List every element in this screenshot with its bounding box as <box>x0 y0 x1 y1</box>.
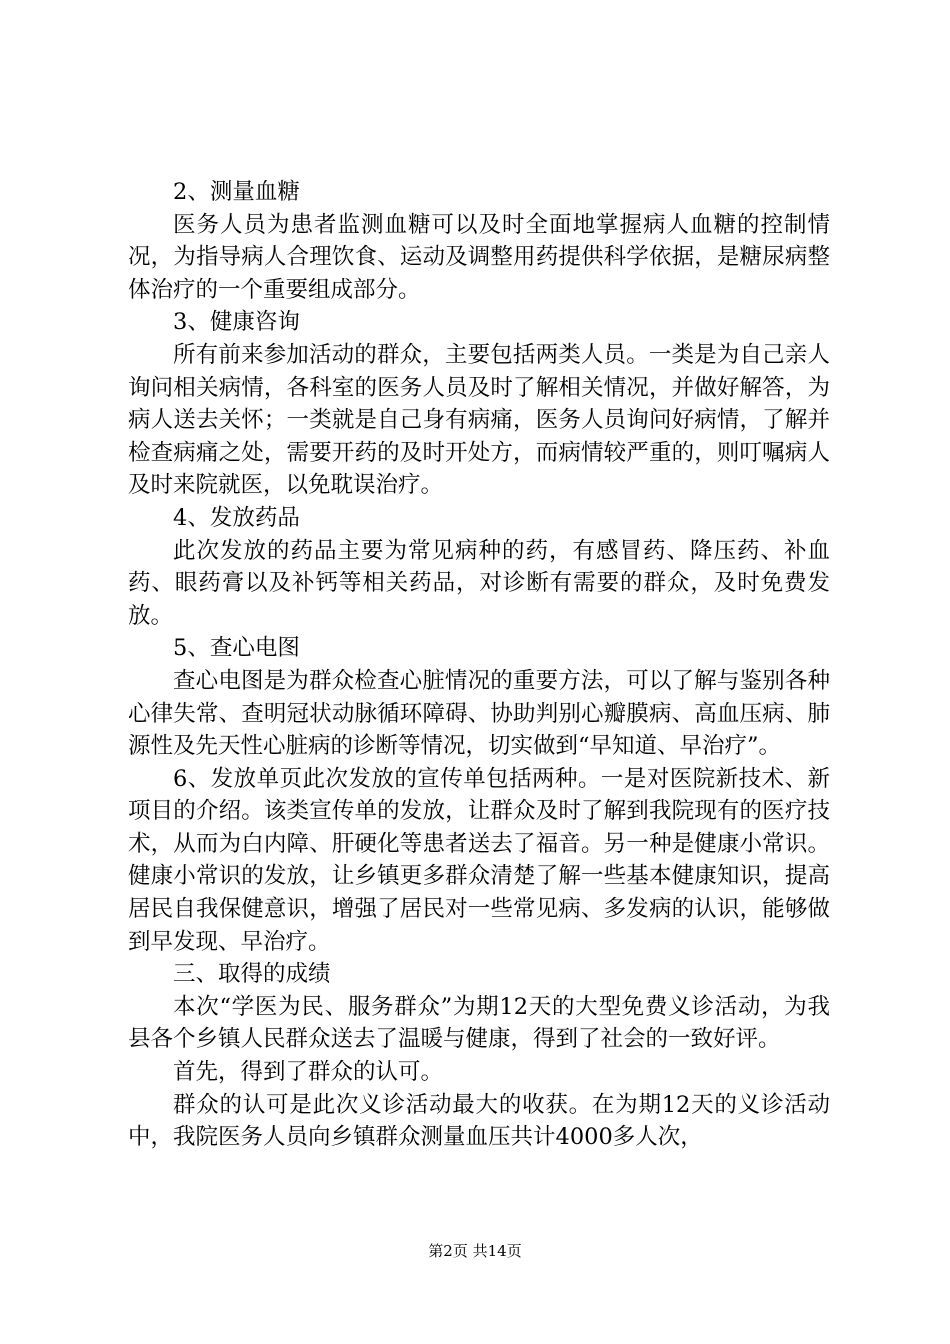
section-heading-blood-sugar: 2、测量血糖 <box>173 179 300 205</box>
section-heading-achievements: 三、取得的成绩 <box>173 961 331 988</box>
paragraph-achievements: 本次“学医为民、服务群众”为期12天的大型免费义诊活动，为我县各个乡镇人民群众送去了温暖与健康，得到了社会的一致好评。 <box>128 993 830 1053</box>
paragraph-ecg: 查心电图是为群众检查心脏情况的重要方法，可以了解与鉴别各种心律失常、查明冠状动脉循环障碍、协助判别心瓣膜病、高血压病、肺源性及先天性心脏病的诊断等情况，切实做到“早知道、早治疗”。 <box>128 667 830 760</box>
section-heading-consultation: 3、健康咨询 <box>173 309 300 336</box>
document-body <box>128 176 830 1154</box>
paragraph-blood-sugar: 医务人员为患者监测血糖可以及时全面地掌握病人血糖的控制情况，为指导病人合理饮食、运动及调整用药提供科学依据，是糖尿病整体治疗的一个重要组成部分。 <box>128 211 830 303</box>
section-heading-ecg: 5、查心电图 <box>173 635 300 662</box>
section-heading-medicine: 4、发放药品 <box>173 504 300 531</box>
paragraph-consultation: 所有前来参加活动的群众，主要包括两类人员。一类是为自己亲人询问相关病情，各科室的医务人员及时了解相关情况，并做好解答，为病人送去关怀；一类就是自己身有病痛，医务人员询问好病情，了解并检查病痛之处，需要开药的及时开处方，而病情较严重的，则叮嘱病人及时来院就医，以免耽误治疗。 <box>128 341 830 499</box>
paragraph-recognition-detail: 群众的认可是此次义诊活动最大的收获。在为期12天的义诊活动中，我院医务人员向乡镇群众测量血压共计4000多人次， <box>128 1091 830 1151</box>
page-footer: 第2页 共14页 <box>428 1242 522 1260</box>
paragraph-leaflets: 6、发放单页此次发放的宣传单包括两种。一是对医院新技术、新项目的介绍。该类宣传单的发放，让群众及时了解到我院现有的医疗技术，从而为白内障、肝硬化等患者送去了福音。另一种是健康小常识。健康小常识的发放，让乡镇更多群众清楚了解一些基本健康知识，提高居民自我保健意识，增强了居民对一些常见病、多发病的认识，能够做到早发现、早治疗。 <box>128 765 830 955</box>
paragraph-medicine: 此次发放的药品主要为常见病种的药，有感冒药、降压药、补血药、眼药膏以及补钙等相关药品，对诊断有需要的群众，及时免费发放。 <box>128 537 830 629</box>
paragraph-recognition: 首先，得到了群众的认可。 <box>173 1059 444 1086</box>
